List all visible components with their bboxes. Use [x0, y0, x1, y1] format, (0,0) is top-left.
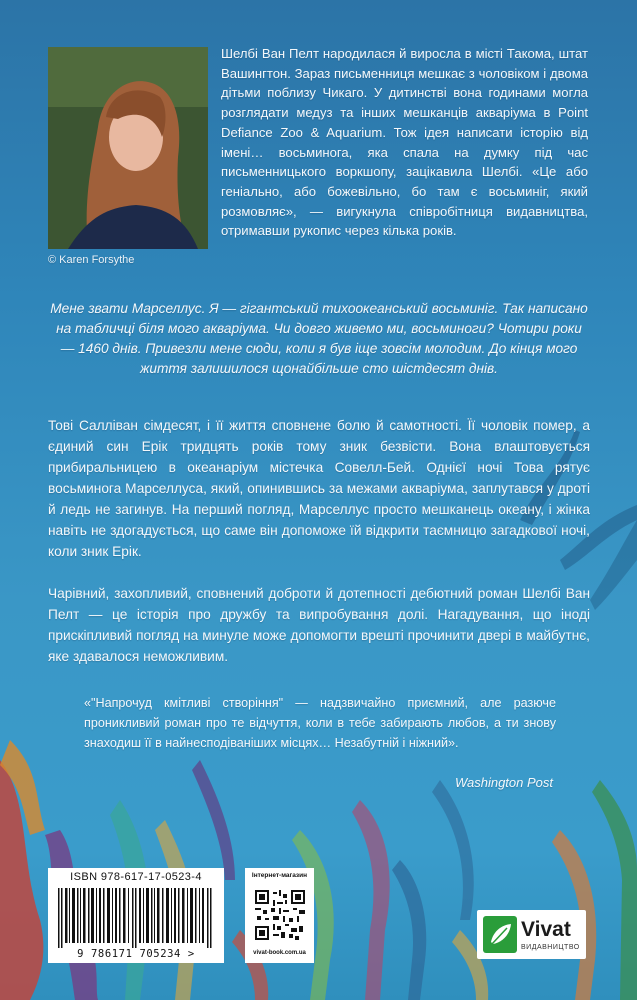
review-source: Washington Post — [454, 775, 553, 790]
qr-code — [255, 890, 305, 940]
author-photo — [48, 47, 208, 249]
author-bio: Шелбі Ван Пелт народилася й виросла в місті Такома, штат Вашингтон. Зараз письменниця мешкає з чоловіком і двома дітьми поблизу Чикаго. У дитинстві вона годинами могла розглядати медуз та інших мешканців акваріума в Point Defiance Zoo & Aquarium. Тож ідея написати історію від імені… восьминога, яка спала на думку під час письменницького воркшопу, зацікавила Шелбі. «Це або геніально, або божевільно, бо там є восьминіг, який розмовляє», — вигукнула співробітниця видавництва, отримавши рукопис через кілька років. — [221, 46, 588, 239]
barcode-bars — [56, 888, 216, 948]
qr-top-label: Інтернет-магазин — [251, 872, 308, 879]
pitch-paragraph: Чарівний, захопливий, сповнений доброти й дотепності дебютний роман Шелбі Ван Пелт — це історія про дружбу та випробування долі. Нагадування, що іноді прискіпливий погляд на минуле може допомогти врешті прочинити двері в майбутнє, яке здавалося неможливим. — [48, 586, 590, 664]
publisher-logo — [477, 910, 586, 959]
publisher-subtitle: ВИДАВНИЦТВО — [521, 944, 580, 951]
vivat-leaf-icon — [483, 916, 517, 953]
qr-bottom-label: vivat-book.com.ua — [253, 950, 306, 956]
photo-credit: © Karen Forsythe — [48, 254, 135, 266]
qr-block — [245, 868, 314, 963]
ean-digits: 9 786171 705234 > — [77, 948, 195, 960]
synopsis-paragraph: Тові Салліван сімдесят, і її життя сповнене болю й самотності. Її чоловік помер, а єдиний син Ерік тридцять років тому зник безвісти. Вона влаштовується прибиральницею в океанаріум містечка Совелл-Бей. Однієї ночі Това рятує восьминога Марселлуса, який, опинившись за межами акваріума, заплутався у дроті й ледь не загинув. На перший погляд, Марселлус просто мешканець океану, і жінка навіть не здогадується, що саме він допоможе їй відкрити таємницю загадкової ночі, коли зник Ерік. — [48, 418, 590, 559]
isbn-barcode — [48, 868, 224, 963]
octopus-quote: Мене звати Марселлус. Я — гігантський тихоокеанський восьминіг. Так написано на табличці біля мого акваріума. Чи довго живемо ми, восьминоги? Чотири роки — 1460 днів. Привезли мене сюди, коли я був іще зовсім молодим. До кінця мого життя залишилося щонайбільше сто шістдесят днів. — [50, 301, 588, 376]
review-quote: «"Напрочуд кмітливі створіння" — надзвичайно приємний, але разюче проникливий роман про те відчуття, коли в тебе забирають любов, а ти знову знаходиш її в найнесподіваніших місцях… Незабутній і ніжний». — [84, 696, 556, 750]
isbn-label: ISBN 978-617-17-0523-4 — [70, 871, 202, 883]
publisher-name: Vivat — [521, 918, 571, 941]
